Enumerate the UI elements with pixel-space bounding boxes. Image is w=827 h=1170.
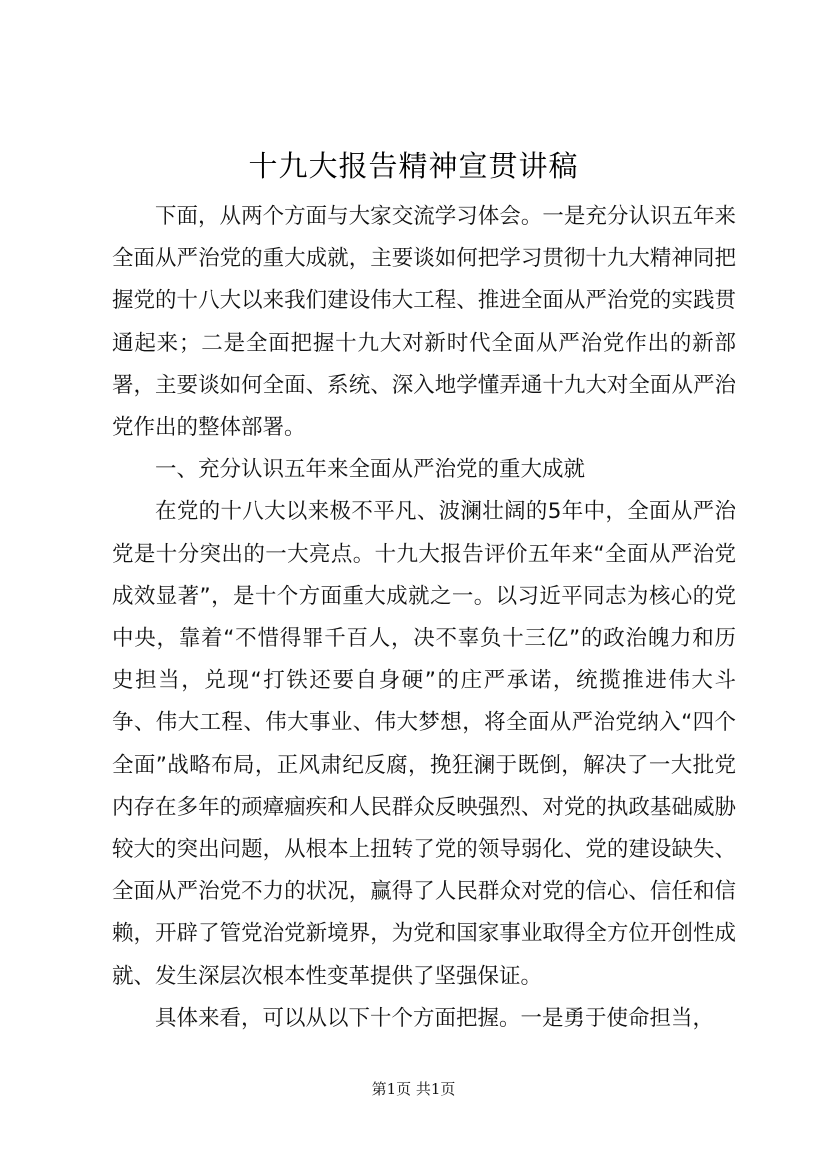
- paragraph-achievements: 在党的十八大以来极不平凡、波澜壮阔的5年中，全面从严治党是十分突出的一大亮点。十九大报告评价五年来“全面从严治党成效显著”，是十个方面重大成就之一。以习近平同志为核心的党中央，靠着“不惜得罪千百人，决不辜负十三亿”的政治魄力和历史担当，兑现“打铁还要自身硬”的庄严承诺，统揽推进伟大斗争、伟大工程、伟大事业、伟大梦想，将全面从严治党纳入“四个全面”战略布局，正风肃纪反腐，挽狂澜于既倒，解决了一大批党内存在多年的顽瘴痼疾和人民群众反映强烈、对党的执政基础威胁较大的突出问题，从根本上扭转了党的领导弱化、党的建设缺失、全面从严治党不力的状况，赢得了人民群众对党的信心、信任和信赖，开辟了管党治党新境界，为党和国家事业取得全方位开创性成就、发生深层次根本性变革提供了坚强保证。: [112, 499, 736, 989]
- document-title: 十九大报告精神宣贯讲稿: [248, 149, 579, 183]
- document-body: [112, 196, 736, 1040]
- section-heading-1: 一、充分认识五年来全面从严治党的重大成就: [155, 457, 586, 483]
- page-footer: 第1页 共1页: [371, 1080, 456, 1098]
- paragraph-intro: 下面，从两个方面与大家交流学习体会。一是充分认识五年来全面从严治党的重大成就，主要谈如何把学习贯彻十九大精神同把握党的十八大以来我们建设伟大工程、推进全面从严治党的实践贯通起来；二是全面把握十九大对新时代全面从严治党作出的新部署，主要谈如何全面、系统、深入地学懂弄通十九大对全面从严治党作出的整体部署。: [112, 204, 736, 441]
- paragraph-ten-aspects: 具体来看，可以从以下十个方面把握。一是勇于使命担当，: [155, 1005, 715, 1031]
